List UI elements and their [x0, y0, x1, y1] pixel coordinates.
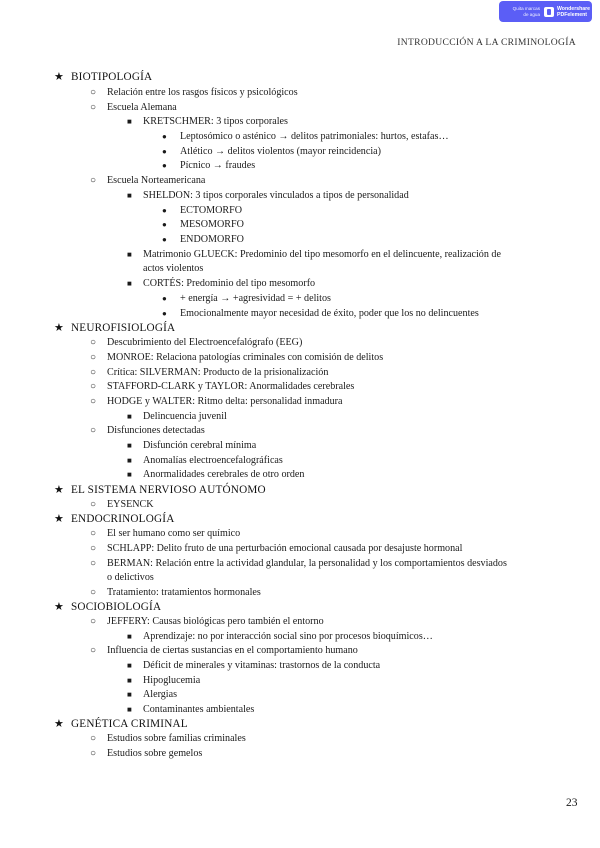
circle-bullet-icon: ○ [90, 733, 97, 744]
square-bullet-icon: ■ [127, 412, 132, 421]
item-text: Relación entre los rasgos físicos y psicológicos [107, 87, 298, 98]
circle-bullet-icon: ○ [90, 543, 97, 554]
square-bullet-icon: ■ [127, 705, 132, 714]
pdfelement-logo-icon [544, 7, 554, 17]
star-bullet-icon: ★ [54, 601, 65, 613]
circle-bullet-icon: ○ [90, 616, 97, 627]
item-text: ENDOMORFO [180, 234, 244, 245]
square-bullet-icon: ■ [127, 632, 132, 641]
item-text: EYSENCK [107, 499, 154, 510]
square-bullet-icon: ■ [127, 250, 132, 259]
dot-bullet-icon: ● [162, 235, 167, 244]
dot-bullet-icon: ● [162, 161, 167, 170]
item-text: SHELDON: 3 tipos corporales vinculados a tipos de personalidad [143, 190, 409, 201]
watermark-line1: Quita marcas [512, 6, 540, 12]
item-text: ECTOMORFO [180, 205, 243, 216]
page-number: 23 [566, 797, 578, 809]
section-title: ENDOCRINOLOGÍA [71, 513, 175, 525]
item-text: Estudios sobre familias criminales [107, 733, 246, 744]
item-text: o delictivos [107, 572, 154, 583]
circle-bullet-icon: ○ [90, 352, 97, 363]
item-text: Escuela Norteamericana [107, 175, 206, 186]
item-text: Contaminantes ambientales [143, 704, 255, 715]
section-title: EL SISTEMA NERVIOSO AUTÓNOMO [71, 484, 266, 496]
star-bullet-icon: ★ [54, 718, 65, 730]
circle-bullet-icon: ○ [90, 381, 97, 392]
section-title: NEUROFISIOLOGÍA [71, 322, 176, 334]
dot-bullet-icon: ● [162, 132, 167, 141]
item-text: El ser humano como ser químico [107, 528, 241, 539]
circle-bullet-icon: ○ [90, 87, 97, 98]
item-text: Aprendizaje: no por interacción social sino por procesos bioquímicos… [143, 631, 433, 642]
item-text: actos violentos [143, 263, 204, 274]
section-title: SOCIOBIOLOGÍA [71, 601, 162, 613]
square-bullet-icon: ■ [127, 661, 132, 670]
watermark-line2: de agua [523, 11, 540, 17]
watermark-brand1: Wondershare [557, 5, 591, 12]
circle-bullet-icon: ○ [90, 645, 97, 656]
square-bullet-icon: ■ [127, 470, 132, 479]
item-text: KRETSCHMER: 3 tipos corporales [143, 116, 288, 127]
section-title: BIOTIPOLOGÍA [71, 71, 153, 83]
square-bullet-icon: ■ [127, 456, 132, 465]
circle-bullet-icon: ○ [90, 337, 97, 348]
watermark-brand2: PDFelement [557, 11, 587, 18]
item-text: Atlético → delitos violentos (mayor reincidencia) [180, 146, 381, 157]
item-text: HODGE y WALTER: Ritmo delta: personalidad inmadura [107, 396, 343, 407]
circle-bullet-icon: ○ [90, 748, 97, 759]
item-text: Disfunciones detectadas [107, 425, 205, 436]
page-header: INTRODUCCIÓN A LA CRIMINOLOGÍA [397, 37, 576, 48]
item-text: Déficit de minerales y vitaminas: trastornos de la conducta [143, 660, 381, 671]
dot-bullet-icon: ● [162, 147, 167, 156]
circle-bullet-icon: ○ [90, 587, 97, 598]
item-text: Delincuencia juvenil [143, 411, 227, 422]
circle-bullet-icon: ○ [90, 102, 97, 113]
item-text: Pícnico → fraudes [180, 160, 256, 171]
section-title: GENÉTICA CRIMINAL [71, 718, 188, 730]
square-bullet-icon: ■ [127, 690, 132, 699]
item-text: MONROE: Relaciona patologías criminales con comisión de delitos [107, 352, 384, 363]
circle-bullet-icon: ○ [90, 367, 97, 378]
item-text: + energía → +agresividad = + delitos [180, 293, 331, 304]
item-text: JEFFERY: Causas biológicas pero también el entorno [107, 616, 324, 627]
item-text: Tratamiento: tratamientos hormonales [107, 587, 261, 598]
circle-bullet-icon: ○ [90, 558, 97, 569]
item-text: Crítica: SILVERMAN: Producto de la prisionalización [107, 367, 329, 378]
square-bullet-icon: ■ [127, 117, 132, 126]
item-text: MESOMORFO [180, 219, 244, 230]
watermark-brand [557, 6, 590, 18]
item-text: Disfunción cerebral mínima [143, 440, 257, 451]
circle-bullet-icon: ○ [90, 528, 97, 539]
item-text: Escuela Alemana [107, 102, 177, 113]
star-bullet-icon: ★ [54, 71, 65, 83]
item-text: Emocionalmente mayor necesidad de éxito, poder que los no delincuentes [180, 308, 479, 319]
star-bullet-icon: ★ [54, 322, 65, 334]
watermark-badge[interactable] [499, 1, 592, 22]
watermark-remove-text [500, 6, 540, 17]
item-text: SCHLAPP: Delito fruto de una perturbación emocional causada por desajuste hormonal [107, 543, 463, 554]
star-bullet-icon: ★ [54, 513, 65, 525]
item-text: Matrimonio GLUECK: Predominio del tipo mesomorfo en el delincuente, realización de [143, 249, 501, 260]
square-bullet-icon: ■ [127, 441, 132, 450]
item-text: Estudios sobre gemelos [107, 748, 203, 759]
square-bullet-icon: ■ [127, 279, 132, 288]
dot-bullet-icon: ● [162, 206, 167, 215]
circle-bullet-icon: ○ [90, 425, 97, 436]
item-text: Anomalías electroencefalográficas [143, 455, 283, 466]
dot-bullet-icon: ● [162, 220, 167, 229]
star-bullet-icon: ★ [54, 484, 65, 496]
item-text: STAFFORD-CLARK y TAYLOR: Anormalidades cerebrales [107, 381, 355, 392]
item-text: Influencia de ciertas sustancias en el comportamiento humano [107, 645, 358, 656]
dot-bullet-icon: ● [162, 309, 167, 318]
item-text: Hipoglucemia [143, 675, 201, 686]
item-text: BERMAN: Relación entre la actividad glandular, la personalidad y los comportamientos desviados [107, 558, 507, 569]
circle-bullet-icon: ○ [90, 499, 97, 510]
square-bullet-icon: ■ [127, 676, 132, 685]
dot-bullet-icon: ● [162, 294, 167, 303]
item-text: Descubrimiento del Electroencefalógrafo (EEG) [107, 337, 303, 348]
item-text: Leptosómico o asténico → delitos patrimoniales: hurtos, estafas… [180, 131, 449, 142]
circle-bullet-icon: ○ [90, 396, 97, 407]
item-text: Anormalidades cerebrales de otro orden [143, 469, 305, 480]
item-text: Alergias [143, 689, 178, 700]
square-bullet-icon: ■ [127, 191, 132, 200]
item-text: CORTÉS: Predominio del tipo mesomorfo [143, 278, 316, 289]
circle-bullet-icon: ○ [90, 175, 97, 186]
